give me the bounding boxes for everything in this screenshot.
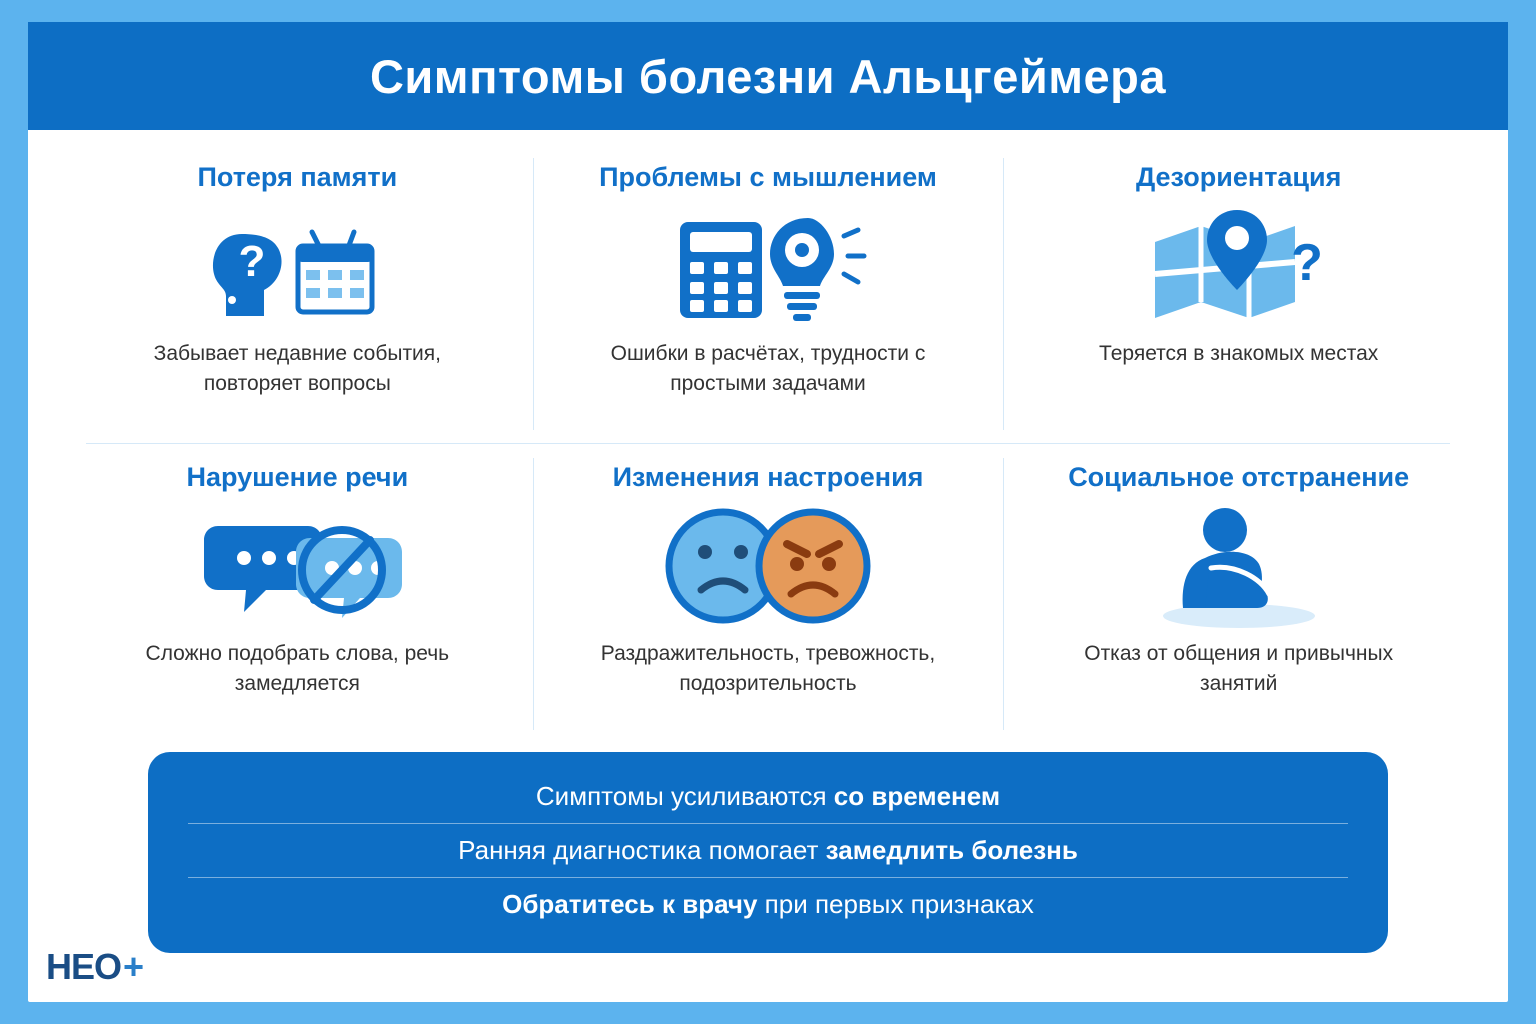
- symptom-card-mood-changes: [533, 444, 1004, 744]
- symptom-description: Теряется в знакомых местах: [1099, 342, 1379, 365]
- symptom-title: Потеря памяти: [197, 162, 398, 192]
- symptom-card-speech-impairment: [62, 444, 533, 744]
- summary-line-tail: при первых признаках: [757, 889, 1034, 919]
- svg-text:?: ?: [238, 237, 266, 286]
- page-title: Симптомы болезни Альцгеймера: [369, 49, 1167, 103]
- summary-line: [188, 877, 1348, 931]
- logo-plus: +: [123, 946, 144, 987]
- logo: [46, 946, 143, 988]
- symptom-description: Сложно подобрать слова, речь замедляется: [145, 642, 450, 696]
- symptom-title: Дезориентация: [1135, 162, 1342, 192]
- summary-box: [148, 752, 1388, 953]
- poster: [28, 22, 1508, 1002]
- symptom-card-disorientation: [1003, 144, 1474, 444]
- summary-line-bold: со временем: [833, 781, 1001, 811]
- svg-text:?: ?: [1290, 234, 1323, 292]
- summary-line: [188, 823, 1348, 877]
- head-question-calendar-icon: [202, 199, 392, 339]
- symptom-title: Изменения настроения: [612, 462, 924, 492]
- symptom-title: Проблемы с мышлением: [599, 162, 937, 192]
- speech-bubbles-blocked-icon: [192, 499, 402, 639]
- summary-line-bold: Обратитесь к врачу: [502, 889, 758, 919]
- symptom-row-top: [62, 144, 1474, 444]
- logo-text: НЕО: [46, 946, 122, 987]
- symptom-title: Социальное отстранение: [1068, 462, 1410, 492]
- summary-line-plain: Симптомы усиливаются: [535, 781, 834, 811]
- symptom-description: Забывает недавние события, повторяет вопросы: [153, 342, 441, 396]
- symptom-card-thinking-problems: [533, 144, 1004, 444]
- summary-line-plain: Ранняя диагностика помогает: [458, 835, 826, 865]
- symptom-title: Нарушение речи: [186, 462, 409, 492]
- title-bar: [28, 22, 1508, 130]
- symptom-grid: [28, 130, 1508, 744]
- person-sitting-alone-icon: [1139, 499, 1339, 639]
- symptom-card-social-withdrawal: [1003, 444, 1474, 744]
- calculator-lightbulb-icon: [668, 199, 868, 339]
- symptom-card-memory-loss: [62, 144, 533, 444]
- symptom-description: Ошибки в расчётах, трудности с простыми задачами: [610, 342, 926, 396]
- map-pin-question-icon: [1139, 199, 1339, 339]
- symptom-description: Раздражительность, тревожность, подозрительность: [600, 642, 936, 696]
- sad-angry-faces-icon: [661, 499, 876, 639]
- symptom-row-bottom: [62, 444, 1474, 744]
- summary-line: [188, 770, 1348, 823]
- summary-line-bold: замедлить болезнь: [825, 835, 1078, 865]
- symptom-description: Отказ от общения и привычных занятий: [1084, 642, 1394, 696]
